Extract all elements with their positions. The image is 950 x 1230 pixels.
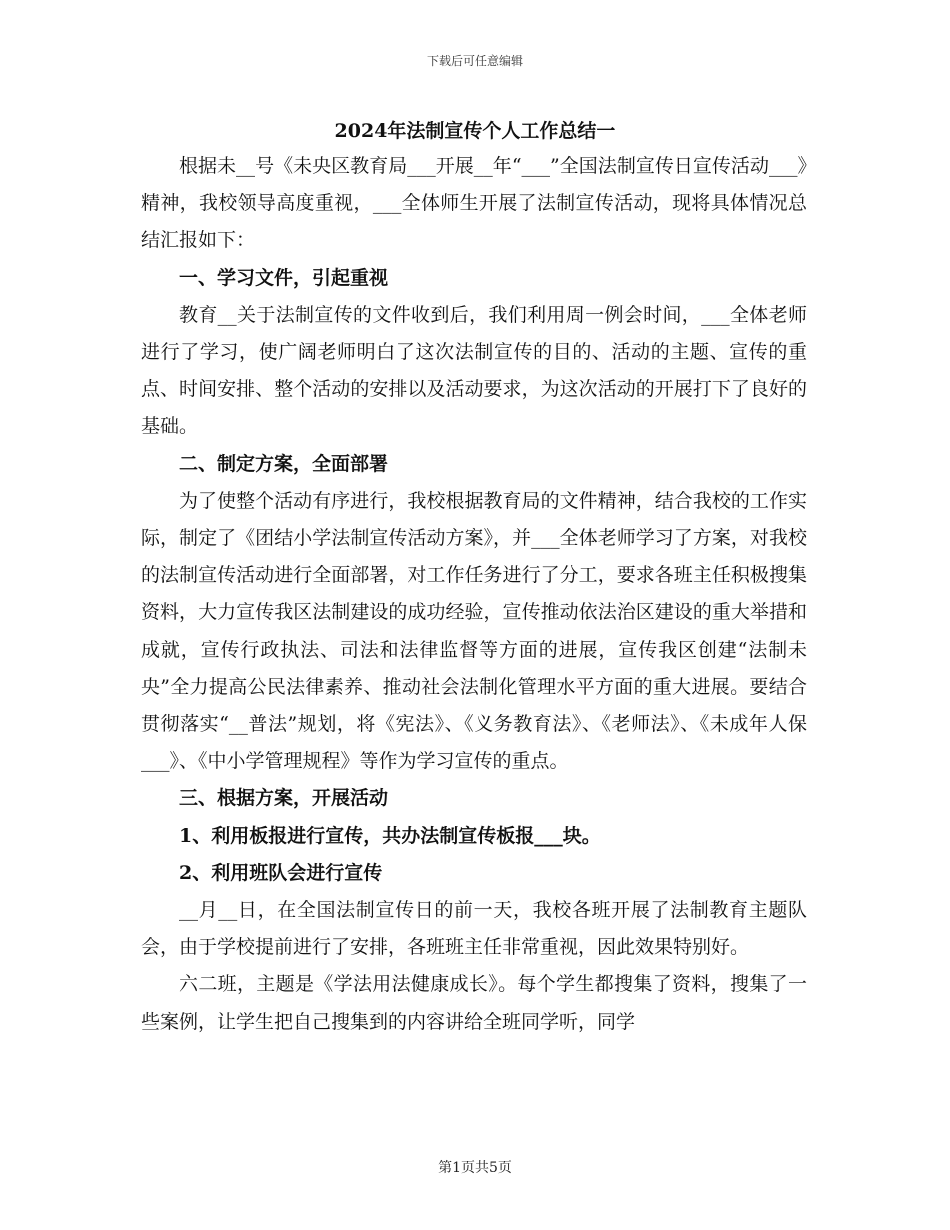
document-title: 2024年法制宣传个人工作总结一	[334, 120, 616, 142]
subsection-heading-1: 1、利用板报进行宣传，共办法制宣传板报___块。	[179, 824, 601, 847]
body-paragraph: __月__日，在全国法制宣传日的前一天，我校各班开展了法制教育主题队会，由于学校提前进行了安排，各班班主任非常重视，因此效果特别好。	[141, 899, 807, 959]
body-paragraph: 六二班，主题是《学法用法健康成长》。每个学生都搜集了资料，搜集了一些案例，让学生把自己搜集到的内容讲给全班同学听，同学	[141, 973, 807, 1033]
intro-paragraph: 根据未__号《未央区教育局___开展__年“___”全国法制宣传日宣传活动___》精神，我校领导高度重视，___全体师生开展了法制宣传活动，现将具体情况总结汇报如下：	[141, 155, 807, 252]
page-footer: 第1页共5页	[438, 1160, 512, 1176]
section-heading-1: 一、学习文件，引起重视	[179, 266, 389, 289]
header-note: 下载后可任意编辑	[426, 54, 523, 68]
body-paragraph: 教育__关于法制宣传的文件收到后，我们利用周一例会时间，___全体老师进行了学习，使广阔老师明白了这次法制宣传的目的、活动的主题、宣传的重点、时间安排、整个活动的安排以及活动要求，为这次活动的开展打下了良好的基础。	[141, 303, 807, 438]
body-paragraph: 为了使整个活动有序进行，我校根据教育局的文件精神，结合我校的工作实际，制定了《团结小学法制宣传活动方案》，并___全体老师学习了方案，对我校的法制宣传活动进行全面部署，对工作任务进行了分工，要求各班主任积极搜集资料，大力宣传我区法制建设的成功经验，宣传推动依法治区建设的重大举措和成就，宣传行政执法、司法和法律监督等方面的进展，宣传我区创建“法制未央”全力提高公民法律素养、推动社会法制化管理水平方面的重大进展。要结合贯彻落实“__普法”规划，将《宪法》、《义务教育法》、《老师法》、《未成年人保___》、《中小学管理规程》等作为学习宣传的重点。	[141, 489, 807, 773]
section-heading-3: 三、根据方案，开展活动	[179, 787, 389, 810]
subsection-heading-2: 2、利用班队会进行宣传	[179, 861, 383, 884]
section-heading-2: 二、制定方案，全面部署	[179, 452, 389, 475]
document-body	[141, 148, 807, 1041]
